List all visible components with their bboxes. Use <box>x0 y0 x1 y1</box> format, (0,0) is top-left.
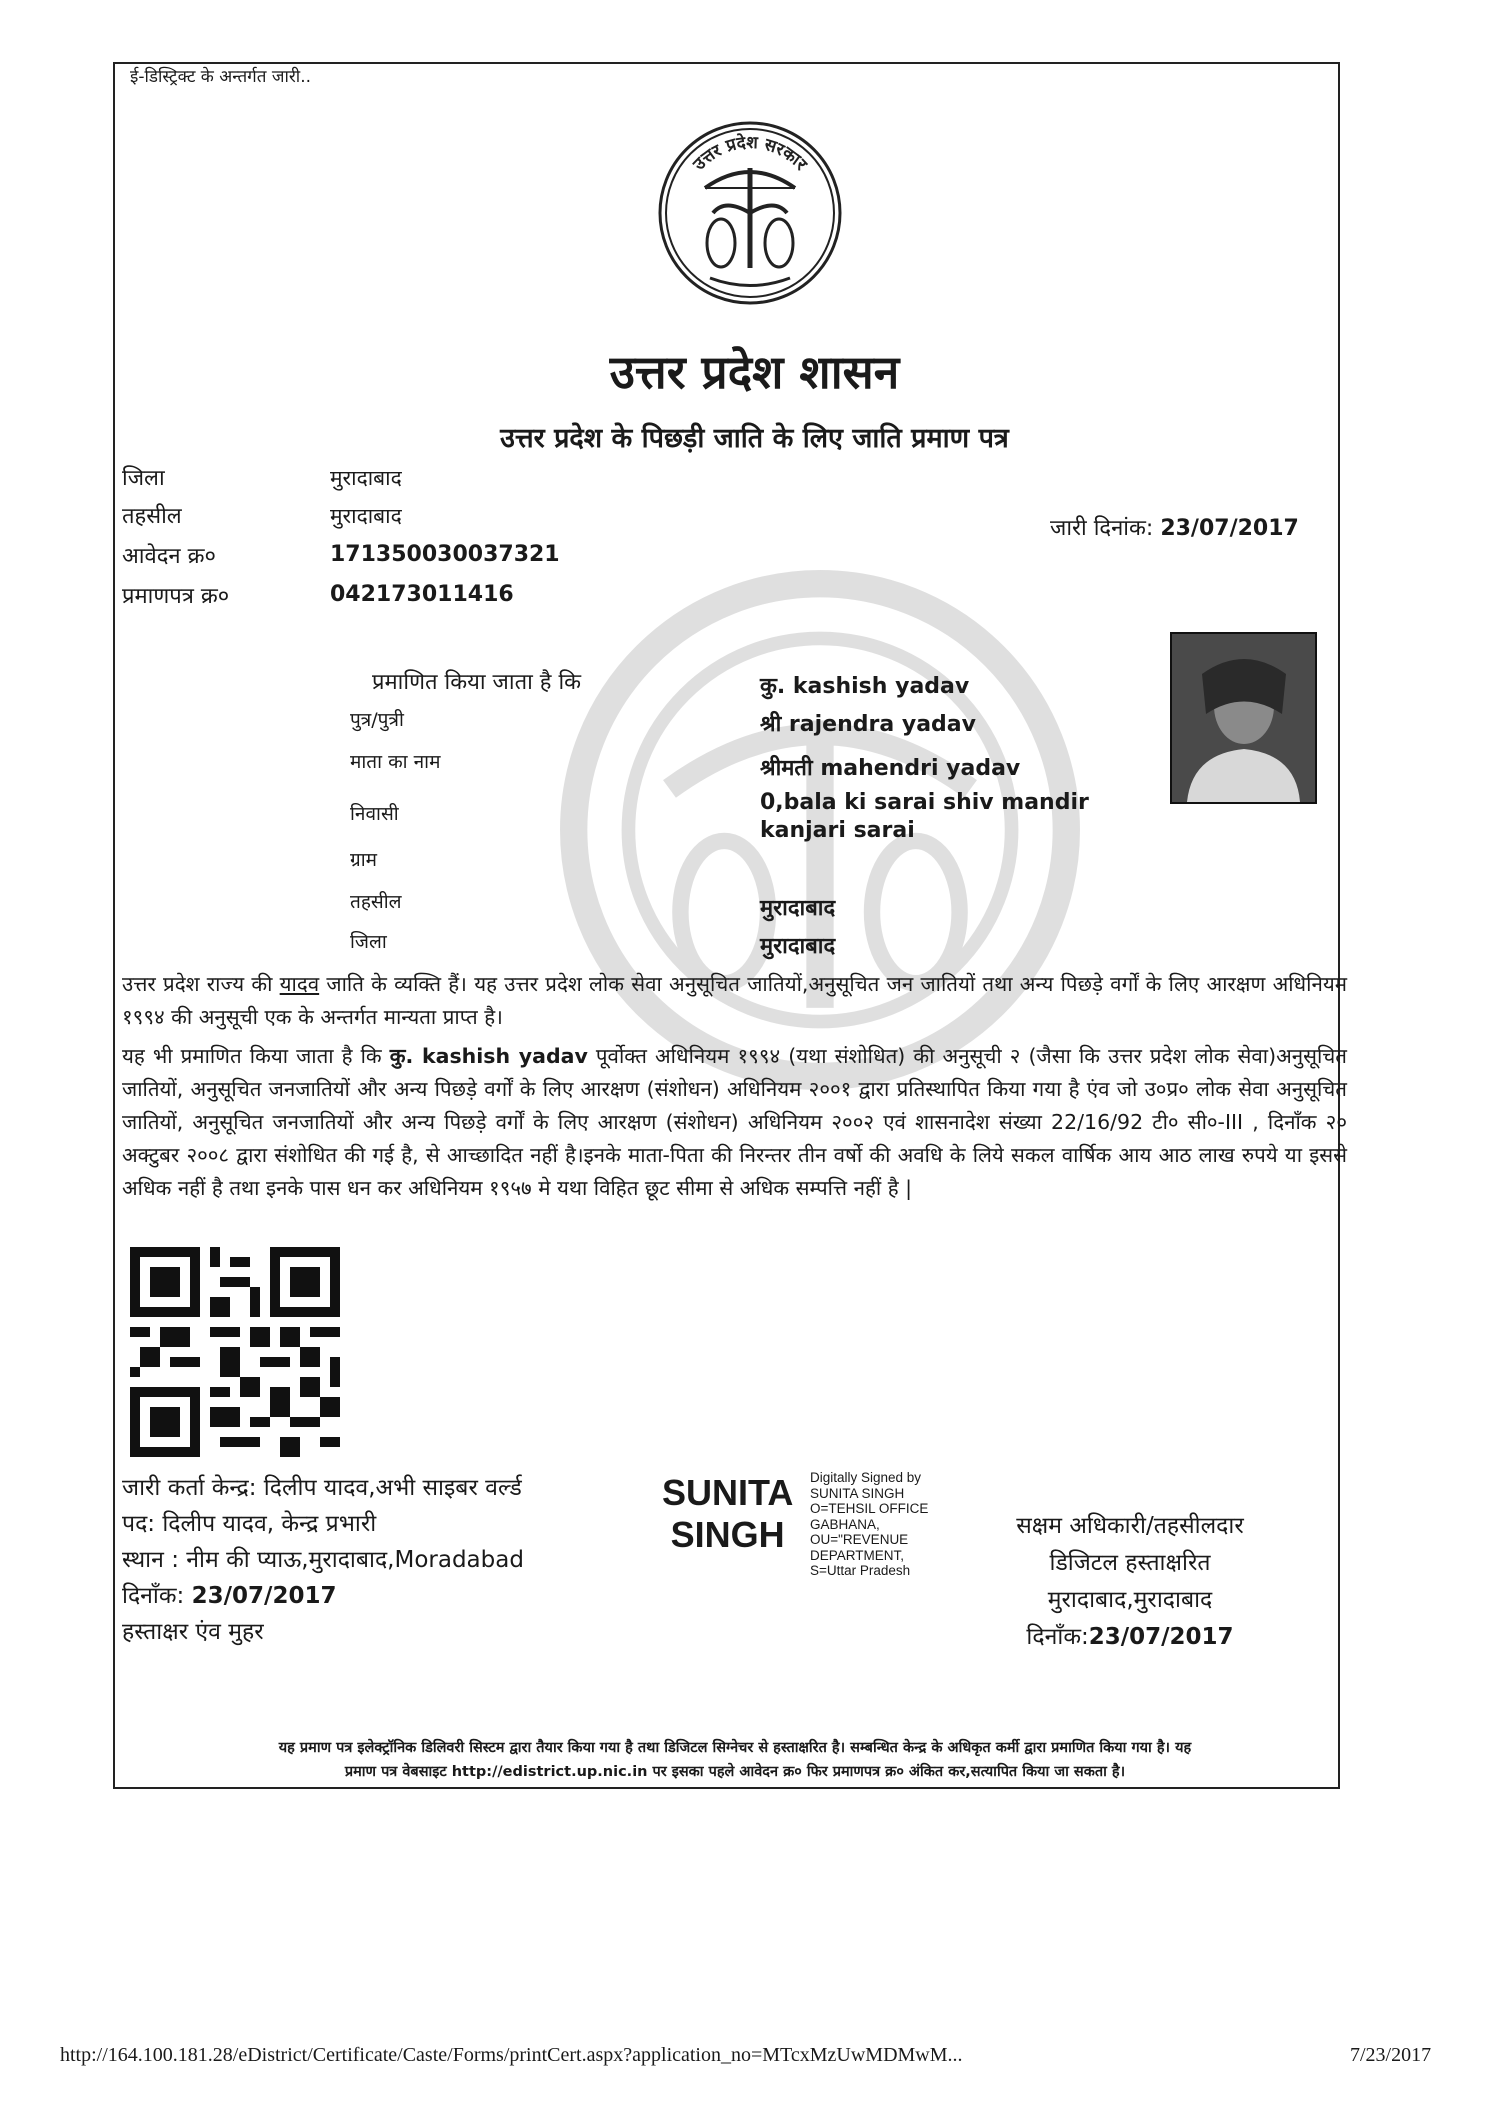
paragraph1-rest: जाति के व्यक्ति हैं। यह उत्तर प्रदेश लोक सेवा अनुसूचित जातियों,अनुसूचित जन जातियों तथा अन्य पिछड़े वर्गों के लिए आरक्षण अधिनियम १९९४ की अनुसूची एक के अन्तर्गत मान्यता प्राप्त है। <box>122 972 1347 1029</box>
paragraph1-start: उत्तर प्रदेश राज्य की <box>122 972 280 996</box>
paragraph2-start: यह भी प्रमाणित किया जाता है कि <box>122 1044 390 1068</box>
signature-detail: DEPARTMENT, <box>810 1547 905 1563</box>
authority-location: मुरादाबाद,मुरादाबाद <box>1047 1587 1213 1613</box>
signature-detail: GABHANA, <box>810 1516 880 1532</box>
verification-note-line2: प्रमाण पत्र वेबसाइट http://edistrict.up.nic.in पर इसका पहले आवेदन क्र० फिर प्रमाणपत्र क्र० अंकित कर,सत्यापित किया जा सकता है। <box>344 1764 1126 1780</box>
mother-name: श्रीमती mahendri yadav <box>760 756 1021 781</box>
creamy-layer-paragraph <box>122 1040 1347 1205</box>
page-title: उत्तर प्रदेश शासन <box>609 345 900 399</box>
issuer-sign-label: हस्ताक्षर एंव मुहर <box>122 1619 264 1645</box>
authority-date-label: दिनाँक: <box>1026 1624 1089 1650</box>
signature-detail: SUNITA SINGH <box>810 1485 905 1501</box>
issue-date <box>1050 512 1299 542</box>
certificate-number-value: 042173011416 <box>330 582 514 607</box>
issued-under-note: ई-डिस्ट्रिक्ट के अन्तर्गत जारी.. <box>130 67 312 87</box>
signature-detail: S=Uttar Pradesh <box>810 1563 911 1578</box>
emblem-text: उत्तर प्रदेश सरकार <box>689 132 811 175</box>
tehsil-label: तहसील <box>122 504 182 529</box>
person-tehsil-label: तहसील <box>350 891 402 913</box>
signature-detail: O=TEHSIL OFFICE <box>810 1501 929 1516</box>
signature-detail: Digitally Signed by <box>810 1470 922 1485</box>
issue-date-value: 23/07/2017 <box>1160 516 1299 541</box>
person-name: कु. kashish yadav <box>760 674 970 699</box>
verification-note <box>130 1736 1340 1784</box>
application-number-label: आवेदन क्र० <box>122 544 216 569</box>
issue-date-label: जारी दिनांक: <box>1050 516 1154 541</box>
issuer-post-label: पद: <box>122 1511 156 1537</box>
issuer-place-value: नीम की प्याऊ,मुरादाबाद,Moradabad <box>186 1547 524 1573</box>
certificate-subtitle: उत्तर प्रदेश के पिछड़ी जाति के लिए जाति प्रमाण पत्र <box>500 423 1009 454</box>
authority-digital-signed: डिजिटल हस्ताक्षरित <box>1049 1550 1211 1576</box>
issuer-center-label: जारी कर्ता केन्द्र: <box>122 1475 257 1501</box>
resident-label: निवासी <box>350 803 399 825</box>
person-district-label: जिला <box>350 931 387 953</box>
print-url: http://164.100.181.28/eDistrict/Certificate/Caste/Forms/printCert.aspx?application_no=MTcxMzUwMDMwM... <box>60 2044 963 2066</box>
issuer-date-value: 23/07/2017 <box>191 1583 337 1609</box>
district-value: मुरादाबाद <box>330 466 402 490</box>
signature-details <box>810 1470 928 1579</box>
digital-signature <box>662 1470 992 1600</box>
caste-name: यादव <box>279 972 320 996</box>
issuer-place-label: स्थान : <box>122 1547 179 1573</box>
address-line2: kanjari sarai <box>760 818 915 843</box>
signer-name-line2: SINGH <box>670 1514 785 1555</box>
village-label: ग्राम <box>350 849 377 871</box>
qr-code-icon <box>130 1247 340 1457</box>
issuer-date-label: दिनाँक: <box>122 1583 185 1609</box>
father-name: श्री rajendra yadav <box>760 712 976 737</box>
certified-label: प्रमाणित किया जाता है कि <box>372 670 582 695</box>
authority-block <box>960 1508 1300 1656</box>
child-of-label: पुत्र/पुत्री <box>350 709 404 731</box>
person-district-value: मुरादाबाद <box>760 934 836 959</box>
print-date: 7/23/2017 <box>1350 2044 1432 2066</box>
address-line1: 0,bala ki sarai shiv mandir <box>760 790 1089 815</box>
mother-label: माता का नाम <box>350 751 441 773</box>
authority-date-value: 23/07/2017 <box>1088 1624 1234 1650</box>
certificate-number-label: प्रमाणपत्र क्र० <box>122 584 230 609</box>
issuer-center-value: दिलीप यादव,अभी साइबर वर्ल्ड <box>263 1475 522 1501</box>
issuer-block <box>122 1470 524 1650</box>
authority-title: सक्षम अधिकारी/तहसीलदार <box>1016 1513 1244 1539</box>
issuer-post-value: दिलीप यादव, केन्द्र प्रभारी <box>162 1511 377 1537</box>
person-silhouette-icon <box>1172 634 1315 802</box>
application-number-value: 171350030037321 <box>330 542 560 567</box>
person-tehsil-value: मुरादाबाद <box>760 896 836 921</box>
applicant-photo <box>1170 632 1317 804</box>
district-label: जिला <box>122 466 165 491</box>
signature-detail: OU="REVENUE <box>810 1532 909 1547</box>
paragraph2-name: कु. kashish yadav <box>389 1044 588 1068</box>
paragraph2-rest: पूर्वोक्त अधिनियम १९९४ (यथा संशोधित) की अनुसूची २ (जैसा कि उत्तर प्रदेश लोक सेवा)अनुसूचित जातियों, अनुसूचित जनजातियों और अन्य पिछड़े वर्गों के लिए आरक्षण (संशोधन) अधिनियम २००१ द्वारा प्रतिस्थापित किया गया है एंव जो उ०प्र० लोक सेवा अनुसूचित जातियों, अनुसूचित जनजातियों और अन्य पिछड़े वर्गों के लिए आरक्षण (संशोधन) अधिनियम २००२ एवं शासनादेश संख्या 22/16/92 टी० सी०-III , दिनाँक २० अक्टुबर २००८ द्वारा संशोधित की गई है, से आच्छादित नहीं है।इनके माता-पिता की निरन्तर तीन वर्षो की अवधि के लिये सकल वार्षिक आय आठ लाख रुपये या इससे अधिक नहीं है तथा इनके पास धन कर अधिनियम १९५७ मे यथा विहित छूट सीमा से अधिक सम्पत्ति नहीं है | <box>122 1044 1347 1200</box>
verification-note-line1: यह प्रमाण पत्र इलेक्ट्रॉनिक डिलिवरी सिस्टम द्वारा तैयार किया गया है तथा डिजिटल सिग्नेचर से हस्ताक्षरित है। सम्बन्धित केन्द्र के अधिकृत कर्मी द्वारा प्रमाणित किया गया है। यह <box>278 1740 1192 1756</box>
caste-paragraph <box>122 968 1347 1034</box>
tehsil-value: मुरादाबाद <box>330 504 402 528</box>
signer-name-line1: SUNITA <box>662 1472 794 1513</box>
state-emblem-icon <box>655 118 845 308</box>
